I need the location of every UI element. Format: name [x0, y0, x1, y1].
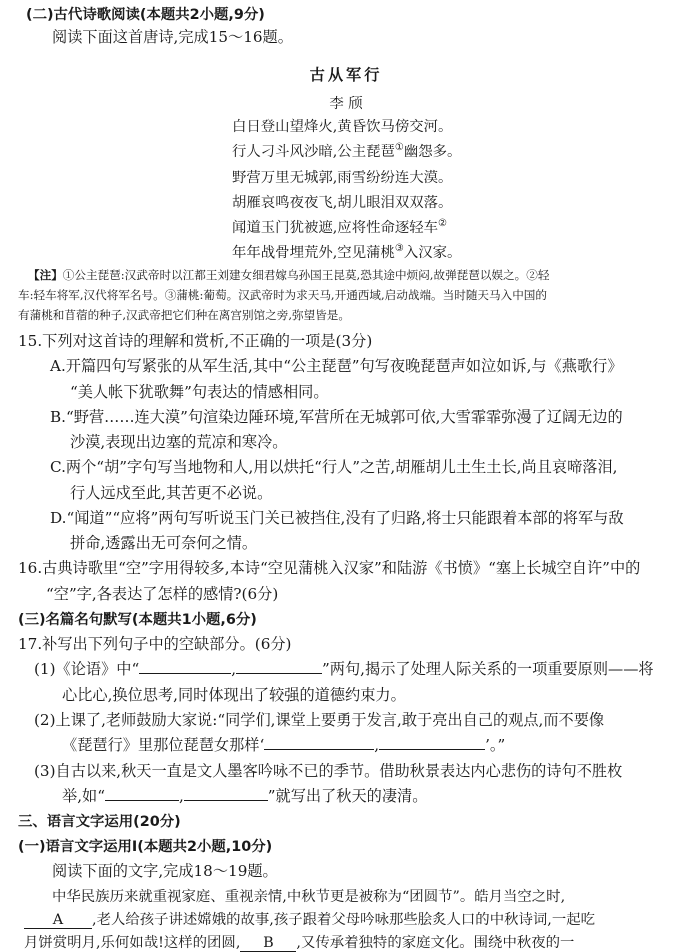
q17-item-2-line-1: (2)上课了,老师鼓励大家说:“同学们,课堂上要勇于发言,敢于亮出自己的观点,而不要像: [34, 711, 605, 729]
q15-option-a-2: “美人帐下犹歌舞”句表达的情感相同。: [70, 383, 329, 401]
section-header-language: 三、语言文字运用(20分): [18, 814, 181, 830]
poem-title: 古从军行: [309, 66, 383, 84]
q15-option-c-2: 行人远戍至此,其苦更不必说。: [70, 484, 273, 502]
poem-line-6-head: 年年战骨埋荒外,空见蒲桃: [232, 245, 395, 261]
passage-line-2: [24, 908, 692, 929]
passage-line-3-b: ,又传承着独特的家庭文化。围绕中秋夜的一: [296, 935, 575, 951]
q17-3-text-a: 举,如“: [62, 787, 105, 805]
q17-item-3-line-1: (3)自古以来,秋天一直是文人墨客吟咏不已的季节。借助秋景表达内心悲伤的诗句不胜枚: [34, 762, 623, 780]
poem-line-1: 白日登山望烽火,黄昏饮马傍交河。: [232, 119, 453, 135]
passage-line-3-a: 月饼赏明月,乐何如哉!这样的团圆,: [24, 935, 241, 951]
section-header-language-1: (一)语言文字运用Ⅰ(本题共2小题,10分): [18, 839, 273, 855]
passage-line-3: [24, 931, 692, 952]
poetry-intro: 阅读下面这首唐诗,完成15～16题。: [52, 28, 293, 46]
q15-option-b-2: 沙漠,表现出边塞的荒凉和寒冷。: [70, 433, 288, 451]
q17-2-blank-2[interactable]: [379, 749, 485, 750]
poem-line-4: 胡雁哀鸣夜夜飞,胡儿眼泪双双落。: [232, 195, 453, 211]
q17-item-2-line-2: [62, 734, 692, 755]
q15-option-c-1: C.两个“胡”字句写当地物和人,用以烘托“行人”之苦,胡雁胡儿土生土长,尚且哀啼落泪,: [50, 458, 618, 476]
q17-1-text-b: ,: [231, 660, 237, 678]
passage-blank-a[interactable]: A: [24, 912, 92, 929]
q17-1-blank-2[interactable]: [236, 673, 322, 674]
q17-item-3-line-2: [62, 785, 692, 806]
q17-3-text-c: ”就写出了秋天的凄清。: [267, 787, 428, 805]
q15-option-a-1: A.开篇四句写紧张的从军生活,其中“公主琵琶”句写夜晚琵琶声如泣如诉,与《燕歌行》: [50, 357, 623, 375]
footnote-mark-2: ②: [438, 218, 448, 230]
poem-line-3: 野营万里无城郭,雨雪纷纷连大漠。: [232, 170, 453, 186]
q17-1-text-a: (1)《论语》中“: [34, 660, 140, 678]
passage-line-2-text: ,老人给孩子讲述嫦娥的故事,孩子跟着父母吟咏那些脍炙人口的中秋诗词,一起吃: [92, 912, 596, 928]
q17-item-1-line-1: [34, 658, 692, 679]
q17-2-text-c: ’。”: [485, 736, 506, 754]
q17-3-blank-1[interactable]: [105, 800, 179, 801]
note-label: 【注】: [28, 268, 63, 282]
q17-3-blank-2[interactable]: [184, 800, 268, 801]
q17-1-text-c: ”两句,揭示了处理人际关系的一项重要原则——将: [322, 660, 654, 678]
q17-2-blank-1[interactable]: [264, 749, 374, 750]
footnote-mark-1: ①: [394, 142, 404, 154]
poem-line-6-tail: 入汉家。: [403, 245, 462, 261]
q15-option-d-2: 拼命,透露出无可奈何之情。: [70, 534, 258, 552]
q15-option-d-1: D.“闻道”“应将”两句写听说玉门关已被挡住,没有了归路,将士只能跟着本部的将军与敌: [50, 509, 624, 527]
q17-2-text-a: 《琵琶行》里那位琵琶女那样‘: [62, 736, 265, 754]
q15-option-b-1: B.“野营……连大漠”句渲染边陲环境,军营所在无城郭可依,大雪霏霏弥漫了辽阔无边的: [50, 408, 623, 426]
passage-blank-b[interactable]: B: [240, 935, 296, 952]
poem-line-5: [232, 216, 692, 237]
footnote-mark-3: ③: [394, 243, 404, 255]
q17-3-text-b: ,: [178, 787, 184, 805]
note-text-1: ①公主琵琶:汉武帝时以江都王刘建女细君嫁乌孙国王昆莫,恐其途中烦闷,故弹琵琶以娱之。②轻: [62, 268, 550, 282]
q17-2-text-b: ,: [374, 736, 380, 754]
section-header-quotes: (三)名篇名句默写(本题共1小题,6分): [18, 612, 257, 628]
poem-line-5-text: 闻道玉门犹被遮,应将性命逐轻车: [232, 220, 439, 236]
section-header-poetry: (二)古代诗歌阅读(本题共2小题,9分): [26, 7, 265, 23]
note-line-1: [28, 267, 692, 283]
poem-line-6: [232, 241, 692, 262]
note-line-3: 有蒲桃和苜蓿的种子,汉武帝把它们种在离宫别馆之旁,弥望皆是。: [18, 308, 350, 322]
q15-stem: 15.下列对这首诗的理解和赏析,不正确的一项是(3分): [18, 332, 373, 350]
q17-1-blank-1[interactable]: [139, 673, 231, 674]
poem-line-2-head: 行人刁斗风沙暗,公主琵琶: [232, 144, 395, 160]
poem-author: 李 颀: [329, 96, 363, 112]
q17-item-1-line-2: 心比心,换位思考,同时体现出了较强的道德约束力。: [62, 686, 406, 704]
passage-line-1: 中华民族历来就重视家庭、重视亲情,中秋节更是被称为“团圆节”。皓月当空之时,: [52, 889, 566, 905]
q16-line-1: 16.古典诗歌里“空”字用得较多,本诗“空见蒲桃入汉家”和陆游《书愤》“塞上长城空自许”中的: [18, 559, 641, 577]
q16-line-2: “空”字,各表达了怎样的感情?(6分): [46, 585, 279, 603]
q17-stem: 17.补写出下列句子中的空缺部分。(6分): [18, 635, 292, 653]
note-line-2: 车:轻车将军,汉代将军名号。③蒲桃:葡萄。汉武帝时为求天马,开通西域,启动战端。当时随天马入中国的: [18, 288, 547, 302]
poem-line-2: [232, 140, 692, 161]
poem-line-2-tail: 幽怨多。: [403, 144, 462, 160]
language-intro: 阅读下面的文字,完成18～19题。: [52, 862, 278, 880]
